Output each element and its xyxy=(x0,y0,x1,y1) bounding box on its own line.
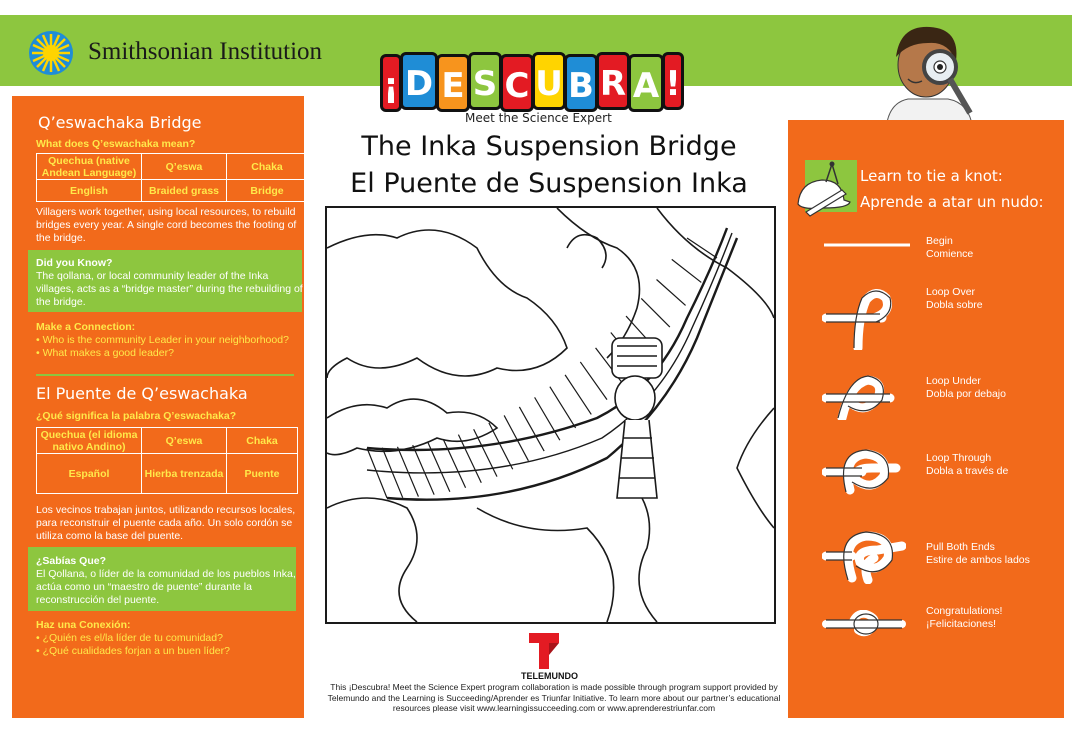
sabias-que-title: ¿Sabías Que? xyxy=(36,555,107,567)
connection-item: • ¿Quién es el/la líder de tu comunidad? xyxy=(36,632,223,644)
step-label-es: Comience xyxy=(926,248,974,260)
knot-step-1 xyxy=(926,235,973,261)
connection-title-spanish: Haz una Conexión: xyxy=(36,619,131,631)
knot-step-2 xyxy=(926,286,983,312)
descubra-logo xyxy=(380,52,710,114)
connection-item: • What makes a good leader? xyxy=(36,347,174,359)
step-label-es: ¡Felicitaciones! xyxy=(926,618,997,630)
vocab-cell: Q’eswa xyxy=(142,154,227,180)
org-name: Smithsonian Institution xyxy=(88,38,323,65)
loop-over-icon xyxy=(822,284,898,350)
step-label-en: Loop Under xyxy=(926,375,981,387)
title-spanish: El Puente de Suspension Inka xyxy=(350,168,748,199)
logo-letter: S xyxy=(468,52,502,110)
sabias-que-text: El Qollana, o líder de la comunidad de los pueblos Inka, actúa como un “maestro de puente” durante la reconstrucción del puente. xyxy=(36,568,296,606)
vocab-cell: Chaka xyxy=(227,428,298,454)
finished-knot-icon xyxy=(822,610,906,638)
step-label-es: Dobla sobre xyxy=(926,299,983,311)
step-label-en: Loop Through xyxy=(926,452,992,464)
vocab-cell: Quechua (native Andean Language) xyxy=(37,154,142,180)
connection-title-english: Make a Connection: xyxy=(36,321,136,333)
credit-line: This ¡Descubra! Meet the Science Expert program collaboration is made possible through program support provided by xyxy=(330,682,778,692)
vocab-cell: Hierba trenzada xyxy=(142,454,227,494)
step-label-en: Congratulations! xyxy=(926,605,1003,617)
heading-bridge-english: Q’eswachaka Bridge xyxy=(38,113,202,132)
paragraph-english: Villagers work together, using local resources, to rebuild bridges every year. A single cord becomes the footing of the bridge. xyxy=(36,206,297,244)
vocab-cell: Chaka xyxy=(227,154,308,180)
telemundo-name: TELEMUNDO xyxy=(521,671,578,681)
knot-step-3 xyxy=(926,375,1006,401)
vocab-cell: Bridge xyxy=(227,180,308,202)
heading-bridge-spanish: El Puente de Q’eswachaka xyxy=(36,384,248,403)
logo-letter: B xyxy=(564,54,598,112)
credit-line: resources please visit www.learningissucceeding.com or www.aprenderestriunfar.com xyxy=(392,703,716,713)
section-divider xyxy=(36,374,294,376)
did-you-know-title: Did you Know? xyxy=(36,257,113,269)
knot-heading-english: Learn to tie a knot: xyxy=(860,167,1003,185)
smithsonian-sun-icon xyxy=(28,30,74,76)
vocab-cell: English xyxy=(37,180,142,202)
bridge-coloring-illustration xyxy=(325,206,776,624)
pull-ends-icon xyxy=(822,528,906,584)
vocab-cell: Español xyxy=(37,454,142,494)
step-label-en: Loop Over xyxy=(926,286,976,298)
step-label-en: Pull Both Ends xyxy=(926,541,995,553)
telemundo-logo-icon xyxy=(529,633,559,669)
knot-step-5 xyxy=(926,541,1030,567)
vocab-cell: Braided grass xyxy=(142,180,227,202)
paragraph-spanish: Los vecinos trabajan juntos, utilizando recursos locales, para reconstruir el puente cada año. Un solo cordón se utiliza como la base del puente. xyxy=(36,504,296,542)
step-label-es: Estire de ambos lados xyxy=(926,554,1030,566)
knot-step-4 xyxy=(926,452,1008,478)
knot-heading-spanish: Aprende a atar un nudo: xyxy=(860,193,1044,211)
loop-under-icon xyxy=(822,374,898,420)
step-label-en: Begin xyxy=(926,235,953,247)
logo-letter: ! xyxy=(662,52,684,110)
credit-line: Telemundo and the Learning is Succeeding/Aprender es Triunfar Initiative. To learn more about our partner’s educational xyxy=(327,692,781,703)
question-spanish: ¿Qué significa la palabra Q’eswachaka? xyxy=(36,410,237,422)
logo-letter: C xyxy=(500,54,534,112)
did-you-know-text: The qollana, or local community leader of the Inka villages, acts as a “bridge master” during the rebuilding of the bridge. xyxy=(36,270,303,308)
vocab-cell: Quechua (el idioma nativo Andino) xyxy=(37,428,142,454)
logo-letter: A xyxy=(628,54,664,112)
line-icon xyxy=(822,238,912,252)
connection-item: • ¿Qué cualidades forjan a un buen líder? xyxy=(36,645,230,657)
hard-hat-tools-icon xyxy=(794,160,856,222)
loop-through-icon xyxy=(822,446,902,496)
logo-letter: D xyxy=(400,52,438,110)
step-label-es: Dobla a través de xyxy=(926,465,1009,477)
step-label-es: Dobla por debajo xyxy=(926,388,1006,400)
question-english: What does Q’eswachaka mean? xyxy=(36,138,196,150)
logo-letter: E xyxy=(436,54,470,112)
connection-item: • Who is the community Leader in your neighborhood? xyxy=(36,334,289,346)
credit-text xyxy=(307,682,801,714)
title-english: The Inka Suspension Bridge xyxy=(361,131,737,162)
vocab-cell: Puente xyxy=(227,454,298,494)
vocab-table-spanish xyxy=(36,427,298,494)
logo-letter: R xyxy=(596,52,630,110)
logo-tagline: Meet the Science Expert xyxy=(465,111,612,125)
knot-step-6 xyxy=(926,605,1002,631)
logo-letter: U xyxy=(532,52,566,110)
vocab-table-english xyxy=(36,153,308,202)
logo-letter: ¡ xyxy=(380,54,402,112)
vocab-cell: Q’eswa xyxy=(142,428,227,454)
science-expert-character-icon xyxy=(878,15,978,130)
